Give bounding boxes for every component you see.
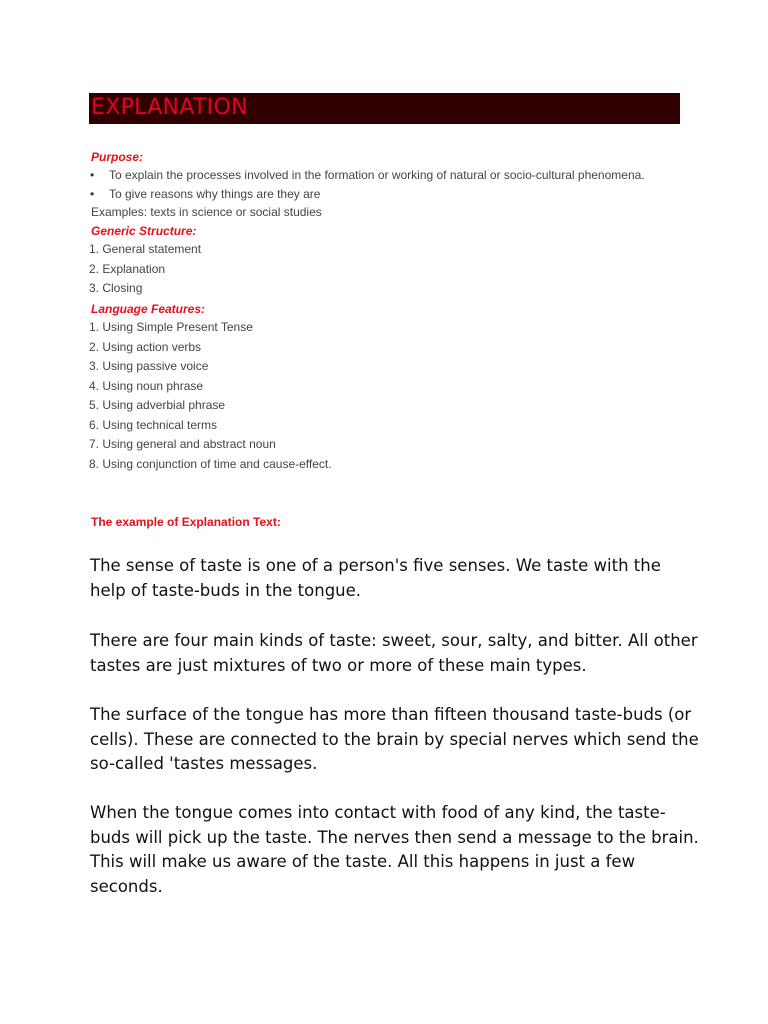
purpose-heading: Purpose:: [91, 150, 144, 164]
list-item: 7. Using general and abstract noun: [89, 437, 276, 451]
list-item: 3. Using passive voice: [89, 359, 209, 373]
list-item: 4. Using noun phrase: [89, 378, 204, 393]
list-item: 1. Using Simple Present Tense: [89, 320, 253, 334]
list-item: • To explain the processes involved in the formation or working of natural or socio-cultural phenomena.: [89, 166, 645, 185]
example-paragraph: There are four main kinds of taste: sweet, sour, salty, and bitter. All other tastes are just mixtures of two or more of these main types.: [90, 631, 698, 675]
list-item: 5. Using adverbial phrase: [89, 398, 226, 412]
list-item: 1. General statement: [89, 242, 202, 256]
examples-line: Examples: texts in science or social studies: [91, 205, 322, 219]
language-features-list: [89, 318, 332, 474]
list-item: 8. Using conjunction of time and cause-effect.: [89, 456, 332, 471]
generic-structure-heading: Generic Structure:: [91, 224, 197, 238]
page-title: EXPLANATION: [91, 95, 248, 120]
generic-structure-list: [89, 240, 201, 299]
example-heading: The example of Explanation Text:: [91, 515, 281, 529]
language-features-heading: Language Features:: [91, 302, 206, 316]
list-item: 6. Using technical terms: [89, 417, 218, 432]
title-banner: [89, 93, 680, 124]
bullet-icon: •: [90, 168, 95, 182]
example-paragraph: The sense of taste is one of a person's five senses. We taste with the help of taste-buds in the tongue.: [90, 556, 661, 600]
list-item: 3. Closing: [89, 281, 143, 295]
list-item: 2. Explanation: [89, 261, 166, 276]
list-item: 2. Using action verbs: [89, 339, 202, 354]
bullet-icon: •: [90, 187, 95, 201]
list-item: • To give reasons why things are they are: [89, 185, 645, 204]
example-paragraph: When the tongue comes into contact with food of any kind, the taste-buds will pick up the taste. The nerves then send a message to the brain. This will make us aware of the taste. All this happens in just a few seconds.: [90, 803, 699, 896]
example-paragraph: The surface of the tongue has more than fifteen thousand taste-buds (or cells). These are connected to the brain by special nerves which send the so-called 'tastes messages.: [90, 705, 699, 773]
purpose-list: [89, 166, 645, 204]
